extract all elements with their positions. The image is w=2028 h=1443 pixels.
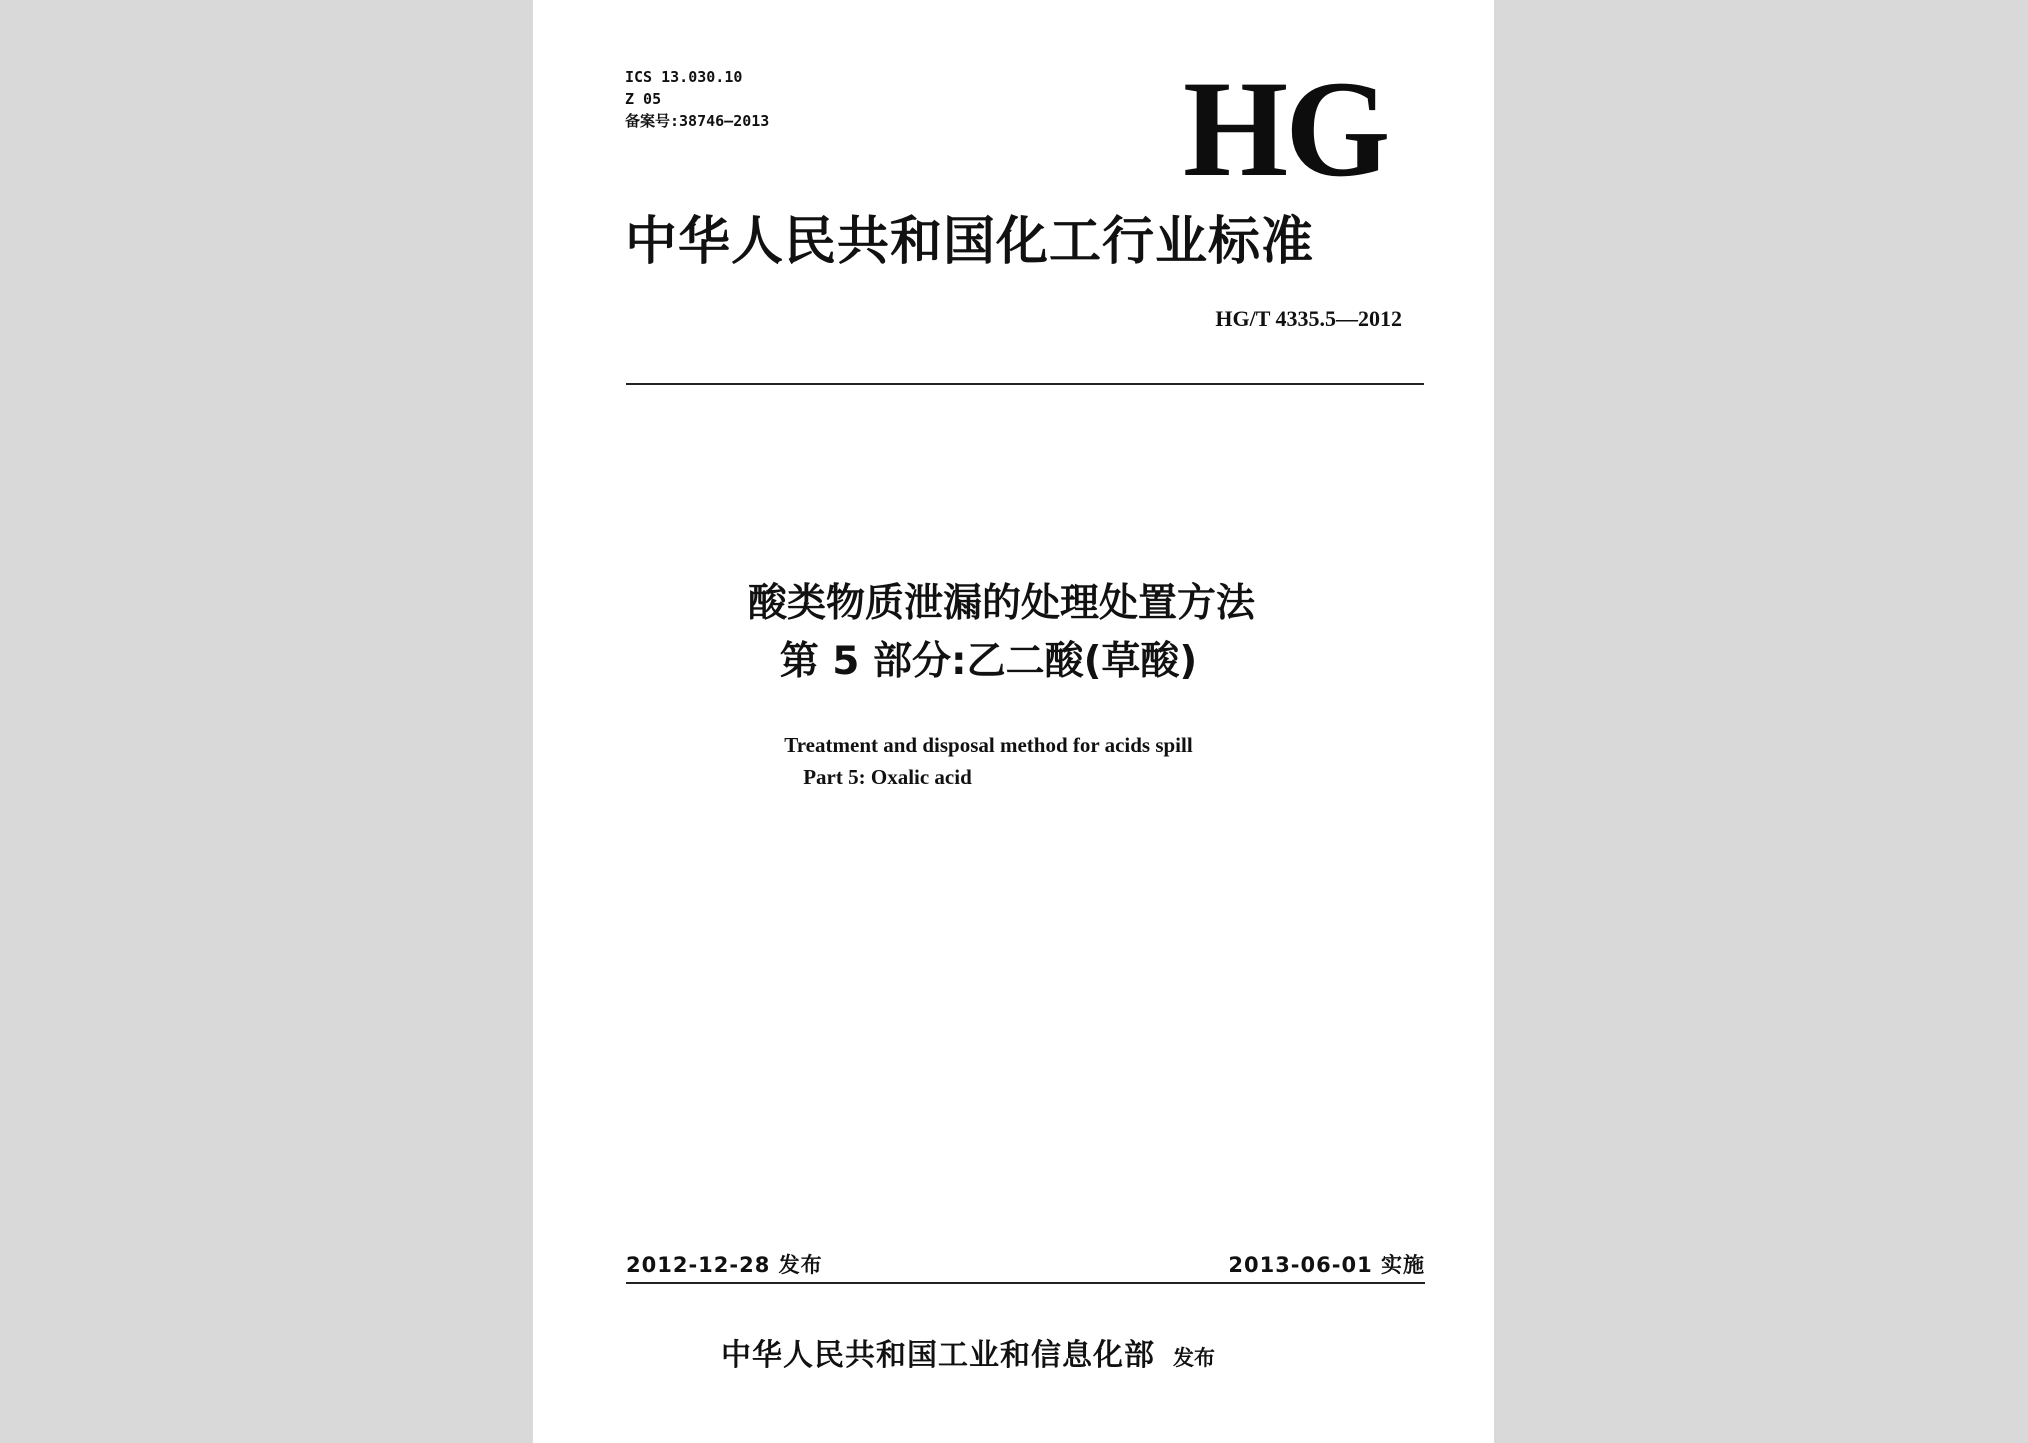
header-divider <box>626 383 1424 385</box>
implementation-date: 2013-06-01 实施 <box>1228 1253 1425 1277</box>
publisher-name: 中华人民共和国工业和信息化部 <box>721 1338 1155 1373</box>
ics-code: ICS 13.030.10 <box>625 68 743 86</box>
date-row <box>626 1249 1425 1281</box>
title-en-line1: Treatment and disposal method for acids spill <box>784 733 1193 757</box>
standard-number: HG/T 4335.5—2012 <box>1215 306 1402 331</box>
title-cn-line1: 酸类物质泄漏的处理处置方法 <box>747 581 1255 626</box>
publisher-suffix: 发布 <box>1173 1346 1215 1370</box>
title-en-line2: Part 5: Oxalic acid <box>803 765 972 789</box>
classification-block <box>625 66 769 132</box>
title-cn-line2: 第 5 部分:乙二酸(草酸) <box>779 639 1198 684</box>
hg-logo: HG <box>1183 52 1388 205</box>
classification-code: Z 05 <box>625 90 662 108</box>
standard-title: 中华人民共和国化工行业标准 <box>625 212 1315 272</box>
footer-divider <box>626 1282 1425 1284</box>
publisher <box>721 1330 1215 1374</box>
document-page <box>533 0 1494 1443</box>
issue-date: 2012-12-28 发布 <box>626 1253 823 1277</box>
record-number: 备案号:38746—2013 <box>625 112 770 130</box>
